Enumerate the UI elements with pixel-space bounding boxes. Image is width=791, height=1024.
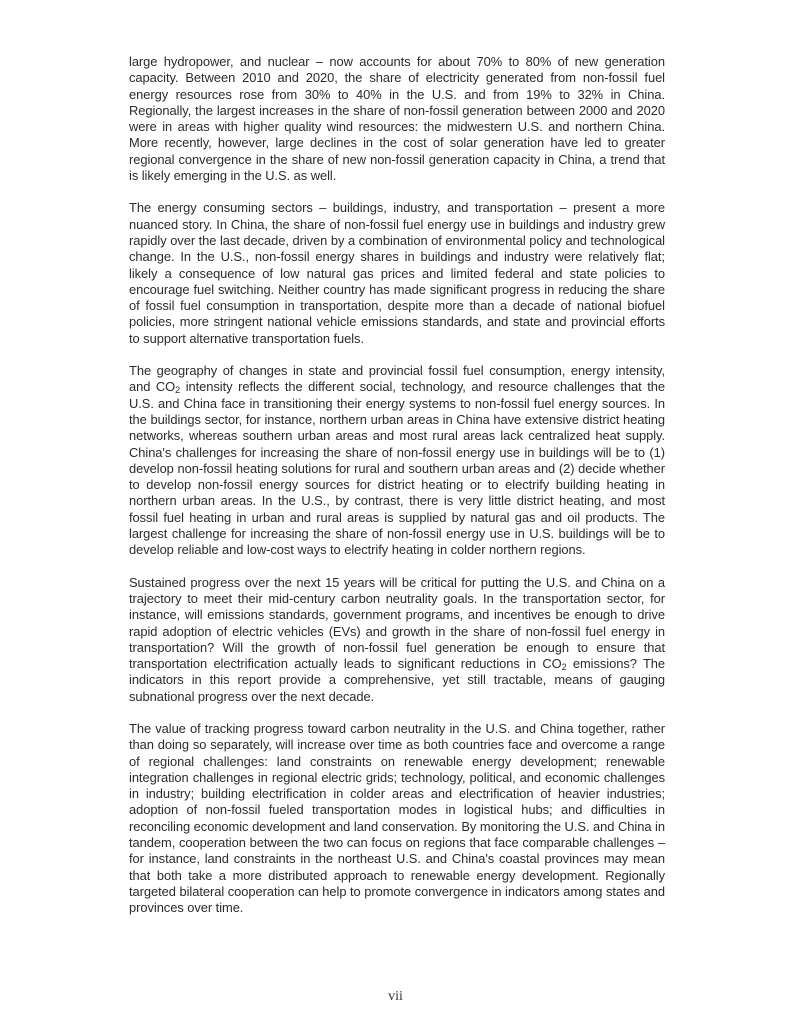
paragraph-generation-capacity: large hydropower, and nuclear – now accounts for about 70% to 80% of new generation capacity. Between 2010 and 2020, the share of electricity generated from non-fossil fuel energy resources rose from 30% to 40% in the U.S. and from 19% to 32% in China. Regionally, the largest increases in the share of non-fossil generation between 2000 and 2020 were in areas with higher quality wind resources: the midwestern U.S. and northern China. More recently, however, large declines in the cost of solar generation have led to greater regional convergence in the share of new non-fossil generation capacity in China, a trend that is likely emerging in the U.S. as well. bbox=[129, 54, 665, 184]
paragraph-text-part: Sustained progress over the next 15 years will be critical for putting the U.S. and China on a trajectory to meet their mid-century carbon neutrality goals. In the transportation sector, for instance, will emissions standards, government programs, and incentives be enough to drive rapid adoption of electric vehicles (EVs) and growth in the share of non-fossil fuel energy in transportation? Will the growth of non-fossil fuel generation be enough to ensure that transportation electrification actually leads to significant reductions in CO bbox=[129, 574, 665, 672]
subscript-two: 2 bbox=[561, 662, 567, 673]
page-number: vii bbox=[388, 989, 403, 1004]
paragraph-tracking-value: The value of tracking progress toward carbon neutrality in the U.S. and China together, rather than doing so separately, will increase over time as both countries face and overcome a range of regional challenges: land constraints on renewable energy development; renewable integration challenges in regional electric grids; technology, political, and economic challenges in industry; building electrification in colder areas and electrification of heavier industries; adoption of non-fossil fueled transportation modes in logistical hubs; and difficulties in reconciling economic development and land conservation. By monitoring the U.S. and China in tandem, cooperation between the two can focus on regions that face comparable challenges – for instance, land constraints in the northeast U.S. and China's coastal provinces may mean that both take a more distributed approach to renewable energy development. Regionally targeted bilateral cooperation can help to promote convergence in indicators among states and provinces over time. bbox=[129, 720, 665, 916]
paragraph-sustained-progress bbox=[129, 575, 665, 705]
paragraph-geography-of-changes bbox=[129, 363, 665, 559]
subscript-two: 2 bbox=[175, 385, 181, 396]
paragraph-text-part: The geography of changes in state and provincial fossil fuel consumption, energy intensity, and CO bbox=[129, 363, 665, 395]
paragraph-text-part: emissions? The indicators in this report provide a comprehensive, yet still tractable, means of gauging subnational progress over the next decade. bbox=[129, 656, 666, 704]
paragraph-text-part: intensity reflects the different social, technology, and resource challenges that the U.S. and China face in transitioning their energy systems to non-fossil fuel energy sources. In the buildings sector, for instance, northern urban areas in China have extensive district heating networks, whereas southern urban areas and most rural areas lack centralized heat supply. China's challenges for increasing the share of non-fossil energy use in buildings will be to (1) develop non-fossil heating solutions for rural and southern urban areas and (2) decide whether to develop non-fossil energy sources for district heating or to electrify building heating in northern urban areas. In the U.S., by contrast, there is very little district heating, and most fossil fuel heating in urban and rural areas is supplied by natural gas and oil products. The largest challenge for increasing the share of non-fossil energy use in U.S. buildings will be to develop reliable and low-cost ways to electrify heating in colder northern regions. bbox=[129, 379, 665, 558]
paragraph-energy-consuming-sectors: The energy consuming sectors – buildings, industry, and transportation – present a more nuanced story. In China, the share of non-fossil fuel energy use in buildings and industry grew rapidly over the last decade, driven by a combination of environmental policy and technological change. In the U.S., non-fossil energy shares in buildings and industry were relatively flat; likely a consequence of low natural gas prices and limited federal and state policies to encourage fuel switching. Neither country has made significant progress in reducing the share of fossil fuel consumption in transportation, despite more than a decade of national biofuel policies, more stringent national vehicle emissions standards, and state and provincial efforts to support alternative transportation fuels. bbox=[129, 200, 665, 346]
body-text bbox=[129, 54, 665, 933]
